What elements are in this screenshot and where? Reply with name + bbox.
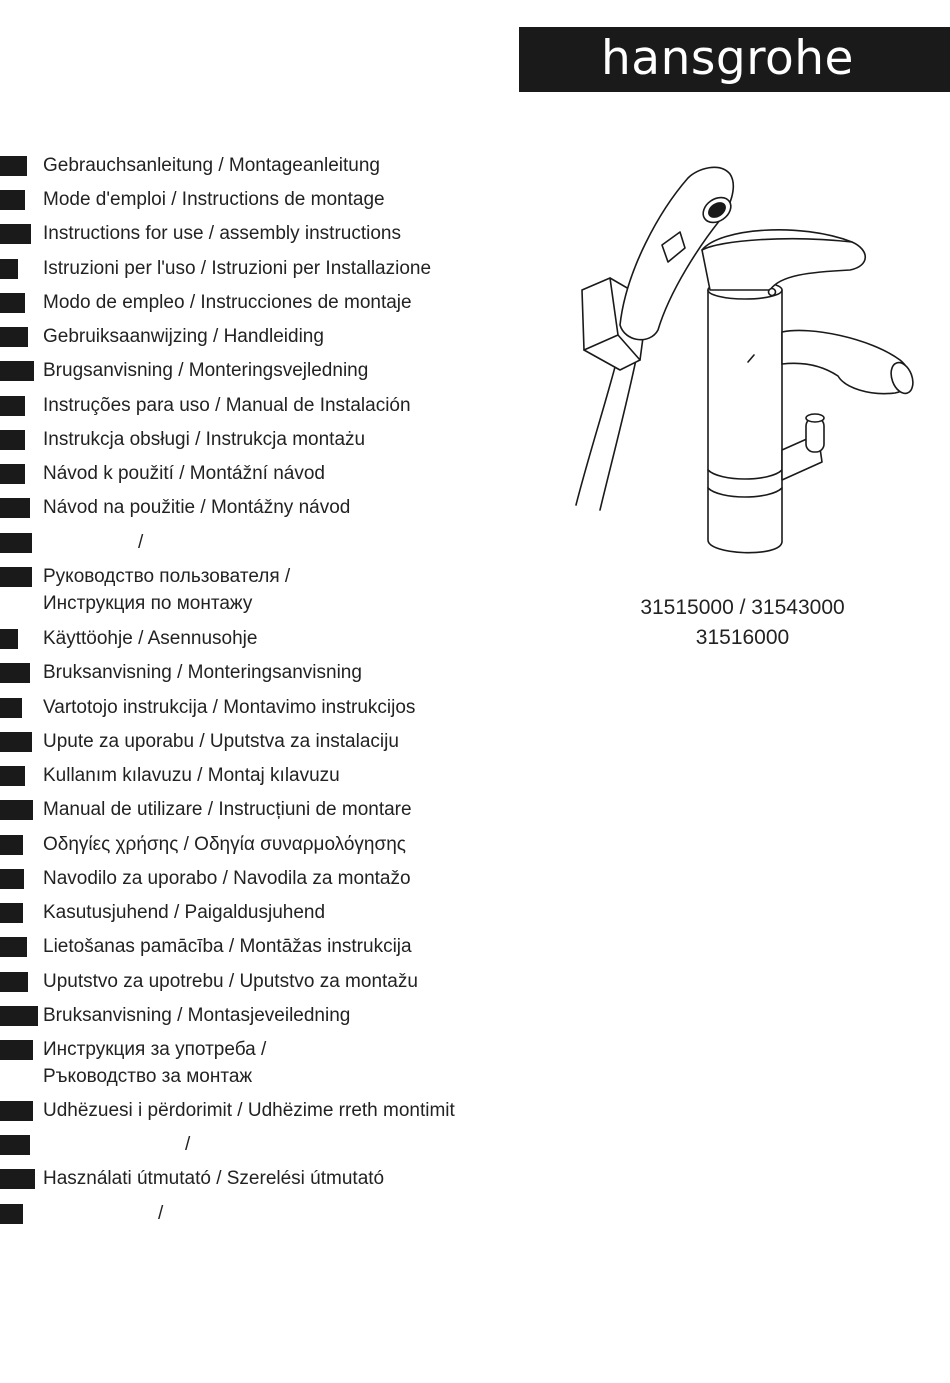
language-badge	[0, 498, 30, 518]
language-label: Инструкция за употреба /	[43, 1039, 267, 1060]
language-label: /	[158, 1203, 164, 1224]
language-badge	[0, 629, 18, 649]
language-badge	[0, 1040, 33, 1060]
language-badge	[0, 766, 25, 786]
language-label: Istruzioni per l'uso / Istruzioni per Installazione	[43, 258, 432, 279]
language-label: Návod k použití / Montážní návod	[43, 463, 325, 484]
language-label: Használati útmutató / Szerelési útmutató	[43, 1168, 385, 1189]
language-badge	[0, 156, 27, 176]
language-label: Uputstvo za upotrebu / Uputstvo za montažu	[43, 971, 418, 992]
language-label: Bruksanvisning / Montasjeveiledning	[43, 1005, 351, 1026]
language-label: /	[138, 532, 144, 553]
language-label: Kasutusjuhend / Paigaldusjuhend	[43, 902, 326, 923]
language-label: Инструкция по монтажу	[43, 593, 253, 614]
language-label: Vartotojo instrukcija / Montavimo instrukcijos	[43, 697, 416, 718]
language-label: Navodilo za uporabo / Navodila za montažo	[43, 868, 411, 889]
language-label: Modo de empleo / Instrucciones de montaje	[43, 292, 412, 313]
brand-logo	[519, 27, 950, 92]
language-label: Instruções para uso / Manual de Instalación	[43, 395, 411, 416]
language-label: Bruksanvisning / Monteringsanvisning	[43, 662, 362, 683]
language-label: Οδηγίες χρήσης / Οδηγία συναρμολόγησης	[43, 834, 406, 855]
language-badge	[0, 1101, 33, 1121]
language-label: Käyttöohje / Asennusohje	[43, 628, 258, 649]
language-badge	[0, 937, 27, 957]
language-label: Ръководство за монтаж	[43, 1066, 253, 1087]
language-badge	[0, 903, 23, 923]
model-numbers-line-2: 31516000	[695, 626, 790, 649]
language-badge	[0, 800, 33, 820]
language-badge	[0, 1169, 35, 1189]
brand-logo-text: hansgrohe	[601, 31, 854, 86]
language-label: Руководство пользователя /	[43, 566, 291, 587]
language-label: Instrukcja obsługi / Instrukcja montażu	[43, 429, 366, 450]
language-badge	[0, 464, 25, 484]
language-label: Manual de utilizare / Instrucțiuni de montare	[43, 799, 412, 820]
language-label: Lietošanas pamācība / Montāžas instrukcija	[43, 936, 412, 957]
language-badge	[0, 259, 18, 279]
language-badge	[0, 698, 22, 718]
language-badge	[0, 1204, 23, 1224]
language-label: Kullanım kılavuzu / Montaj kılavuzu	[43, 765, 340, 786]
model-numbers-line-1: 31515000 / 31543000	[640, 596, 845, 619]
language-label: Udhëzuesi i përdorimit / Udhëzime rreth montimit	[43, 1100, 455, 1121]
language-badge	[0, 1006, 38, 1026]
language-label: Gebrauchsanleitung / Montageanleitung	[43, 155, 380, 176]
product-illustration	[570, 150, 920, 570]
language-label: Upute za uporabu / Uputstva za instalaciju	[43, 731, 399, 752]
language-label: Gebruiksaanwijzing / Handleiding	[43, 326, 324, 347]
language-badge	[0, 972, 28, 992]
language-badge	[0, 533, 32, 553]
language-label: Instructions for use / assembly instructions	[43, 223, 401, 244]
language-badge	[0, 1135, 30, 1155]
language-badge	[0, 361, 34, 381]
language-badge	[0, 430, 25, 450]
language-badge	[0, 327, 28, 347]
language-badge	[0, 293, 25, 313]
language-label: /	[185, 1134, 191, 1155]
language-label: Návod na použitie / Montážny návod	[43, 497, 351, 518]
language-badge	[0, 567, 32, 587]
language-badge	[0, 835, 23, 855]
language-badge	[0, 732, 32, 752]
model-numbers	[600, 593, 885, 653]
language-badge	[0, 190, 25, 210]
language-badge	[0, 396, 25, 416]
language-badge	[0, 224, 31, 244]
language-label: Brugsanvisning / Monteringsvejledning	[43, 360, 369, 381]
language-badge	[0, 663, 30, 683]
language-badge	[0, 869, 24, 889]
language-label: Mode d'emploi / Instructions de montage	[43, 189, 385, 210]
